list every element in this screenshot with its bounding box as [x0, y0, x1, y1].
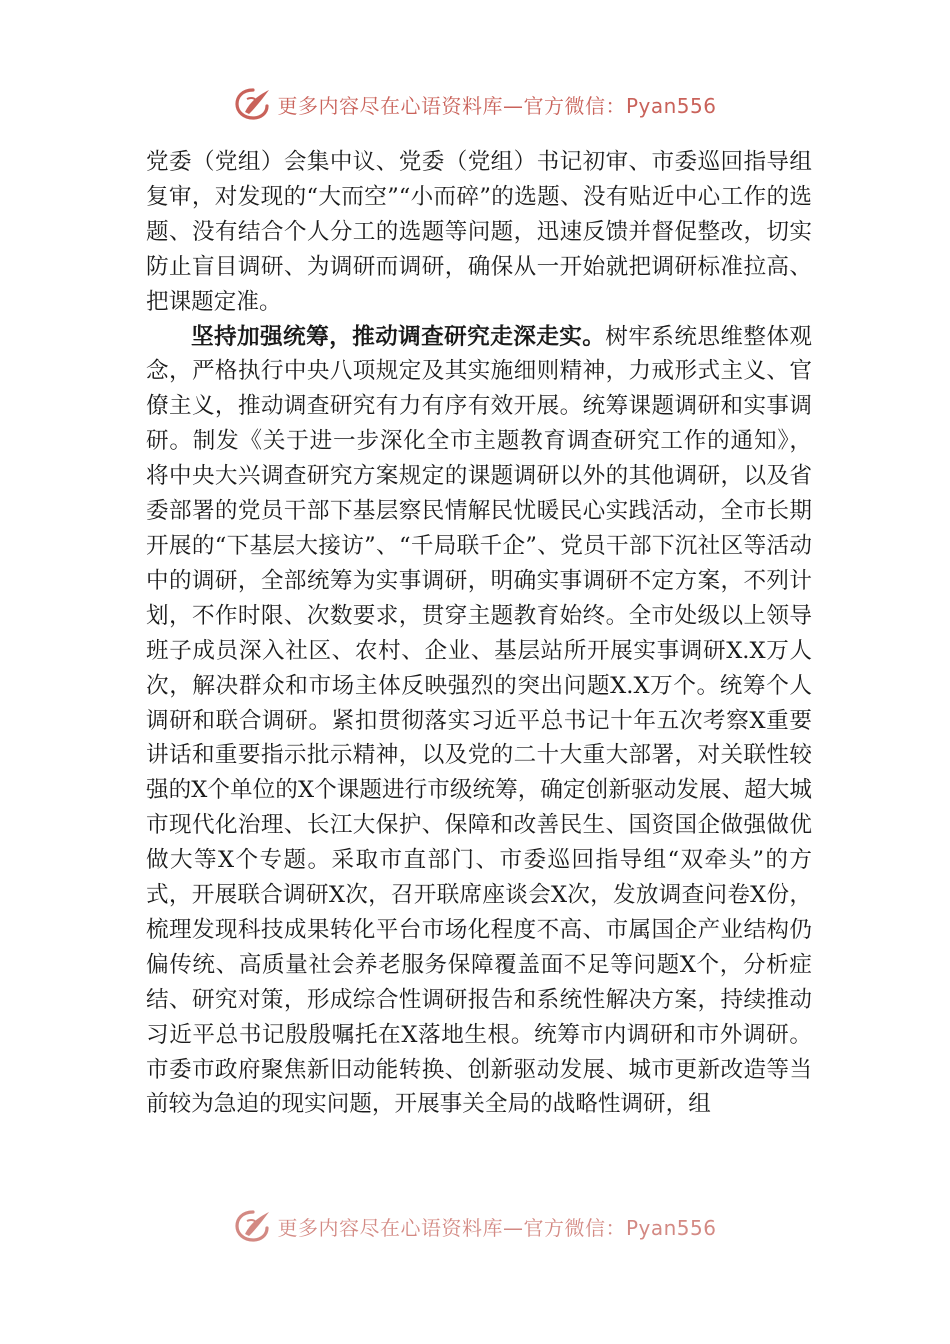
brush-logo-icon: [233, 86, 273, 122]
paragraph: [146, 320, 812, 1123]
paragraph-lead: 坚持加强统筹，推动调查研究走深走实。: [191, 323, 606, 350]
brush-logo-icon: [233, 1208, 273, 1244]
watermark-text: 更多内容尽在心语资料库—官方微信：Pyan556: [277, 93, 717, 118]
paragraph-text: 党委（党组）会集中议、党委（党组）书记初审、市委巡回指导组复审，对发现的“大而空”“小而碎”的选题、没有贴近中心工作的选题、没有结合个人分工的选题等问题，迅速反馈并督促整改，切实防止盲目调研、为调研而调研，确保从一开始就把调研标准拉高、把课题定准。: [146, 149, 812, 315]
watermark-header: [0, 82, 950, 126]
document-body: [146, 145, 812, 1122]
watermark-footer: [0, 1204, 950, 1248]
watermark-text: 更多内容尽在心语资料库—官方微信：Pyan556: [277, 1215, 717, 1240]
paragraph: [146, 145, 812, 320]
paragraph-text: 树牢系统思维整体观念，严格执行中央八项规定及其实施细则精神，力戒形式主义、官僚主义，推动调查研究有力有序有效开展。统筹课题调研和实事调研。制发《关于进一步深化全市主题教育调查研究工作的通知》，将中央大兴调查研究方案规定的课题调研以外的其他调研，以及省委部署的党员干部下基层察民情解民忧暖民心实践活动，全市长期开展的“下基层大接访”、“千局联千企”、党员干部下沉社区等活动中的调研，全部统筹为实事调研，明确实事调研不定方案，不列计划，不作时限、次数要求，贯穿主题教育始终。全市处级以上领导班子成员深入社区、农村、企业、基层站所开展实事调研X.X万人次，解决群众和市场主体反映强烈的突出问题X.X万个。统筹个人调研和联合调研。紧扣贯彻落实习近平总书记十年五次考察X重要讲话和重要指示批示精神，以及党的二十大重大部署，对关联性较强的X个单位的X个课题进行市级统筹，确定创新驱动发展、超大城市现代化治理、长江大保护、保障和改善民生、国资国企做强做优做大等X个专题。采取市直部门、市委巡回指导组“双牵头”的方式，开展联合调研X次，召开联席座谈会X次，发放调查问卷X份，梳理发现科技成果转化平台市场化程度不高、市属国企产业结构仍偏传统、高质量社会养老服务保障覆盖面不足等问题X个，分析症结、研究对策，形成综合性调研报告和系统性解决方案，持续推动习近平总书记殷殷嘱托在X落地生根。统筹市内调研和市外调研。市委市政府聚焦新旧动能转换、创新驱动发展、城市更新改造等当前较为急迫的现实问题，开展事关全局的战略性调研，组: [146, 323, 812, 1118]
